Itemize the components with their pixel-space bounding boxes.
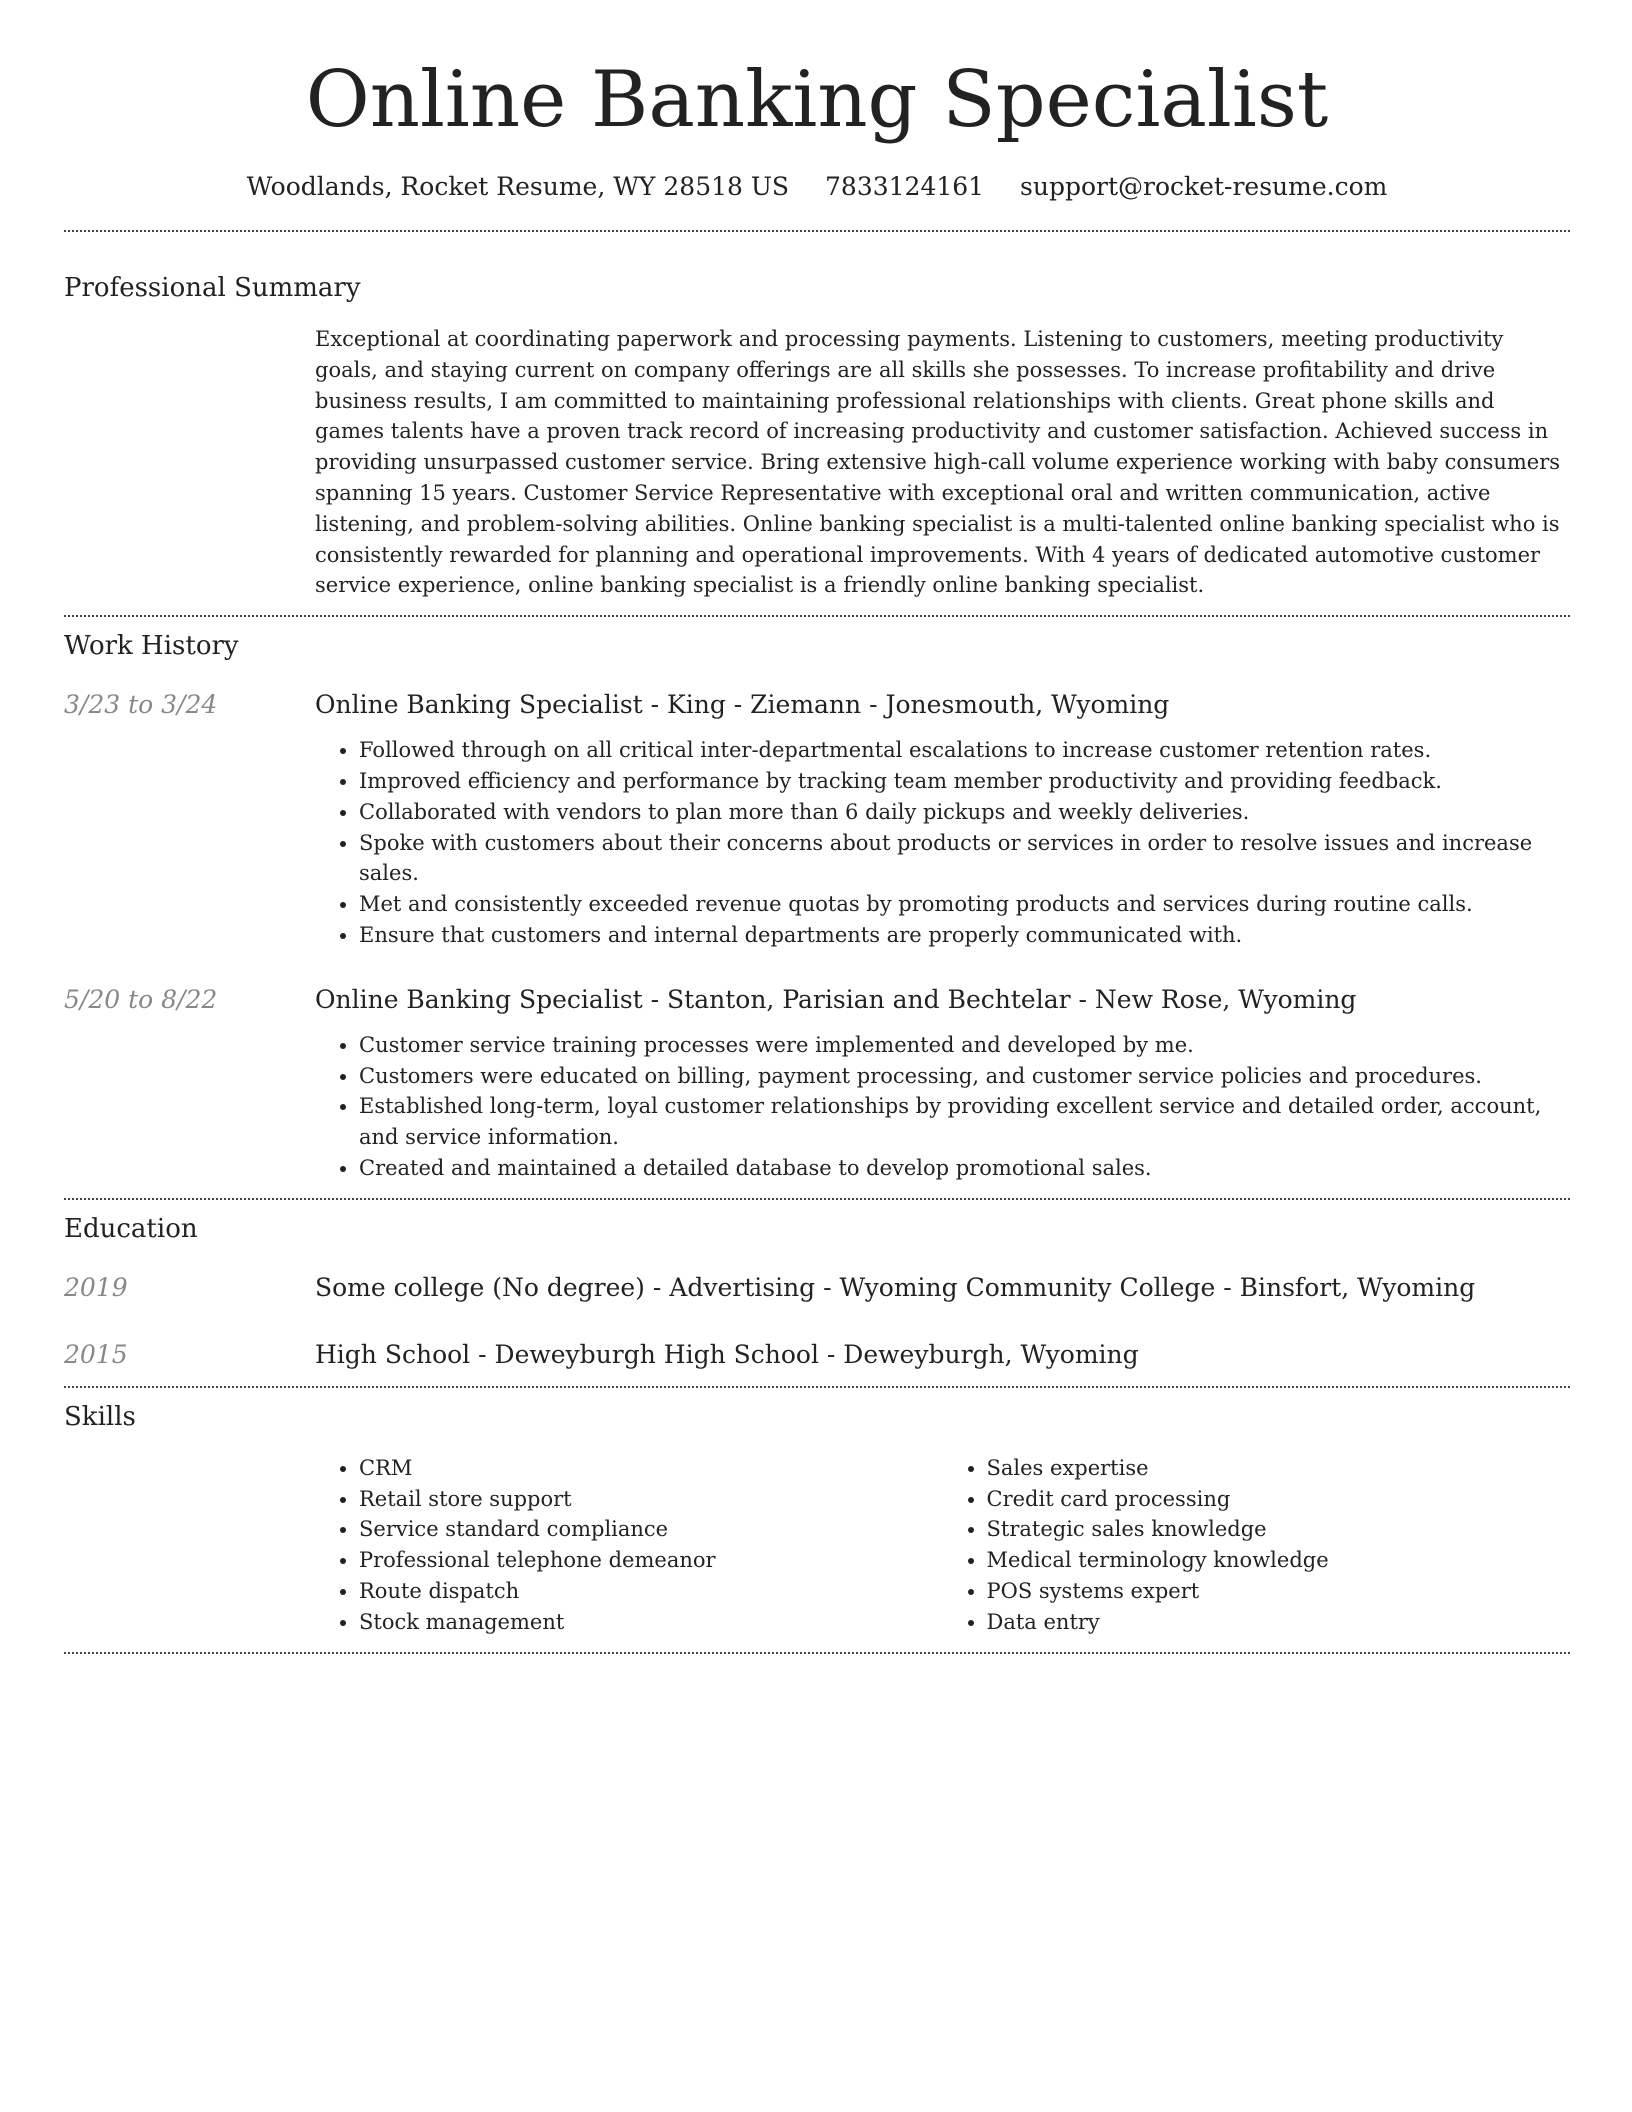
skill-item: • Data entry (987, 1607, 1571, 1638)
skills-list-right (943, 1453, 1571, 1638)
job-role: Online Banking Specialist (315, 690, 643, 720)
job-role: Online Banking Specialist (315, 984, 643, 1014)
job-entry (64, 983, 1570, 1184)
education-year: 2015 (64, 1339, 128, 1369)
list-item: • Established long-term, loyal customer relationships by providing excellent service and detailed order, account, and service information. (359, 1091, 1570, 1153)
skill-item: • Retail store support (359, 1484, 943, 1515)
job-bullets (315, 735, 1570, 951)
skills-list-left (315, 1453, 943, 1638)
contact-address: Woodlands, Rocket Resume, WY 28518 US (246, 172, 790, 201)
list-item: • Customers were educated on billing, payment processing, and customer service policies and procedures. (359, 1061, 1570, 1092)
education-header (315, 1338, 1570, 1372)
divider (64, 1386, 1570, 1388)
skill-item: • Sales expertise (987, 1453, 1571, 1484)
skill-item: • CRM (359, 1453, 943, 1484)
divider (64, 1652, 1570, 1654)
list-item: • Met and consistently exceeded revenue quotas by promoting products and services during routine calls. (359, 889, 1570, 920)
list-item: • Spoke with customers about their concerns about products or services in order to resolve issues and increase sales. (359, 828, 1570, 890)
work-history-section (64, 629, 1570, 1184)
skill-item: • POS systems expert (987, 1576, 1571, 1607)
job-bullets (315, 1030, 1570, 1184)
skills-section (64, 1400, 1570, 1638)
skill-item: • Medical terminology knowledge (987, 1545, 1571, 1576)
education-section (64, 1212, 1570, 1372)
list-item: • Ensure that customers and internal departments are properly communicated with. (359, 920, 1570, 951)
summary-text: Exceptional at coordinating paperwork and processing payments. Listening to customers, meeting productivity goals, and staying current on company offerings are all skills she possesses. To increase profitability and drive business results, I am committed to maintaining professional relationships with clients. Great phone skills and games talents have a proven track record of increasing productivity and customer satisfaction. Achieved success in providing unsurpassed customer service. Bring extensive high-call volume experience working with baby consumers spanning 15 years. Customer Service Representative with exceptional oral and written communication, active listening, and problem-solving abilities. Online banking specialist is a multi-talented online banking specialist who is consistently rewarded for planning and operational improvements. With 4 years of dedicated automotive customer service experience, online banking specialist is a friendly online banking specialist. (315, 327, 1561, 598)
skill-item: • Professional telephone demeanor (359, 1545, 943, 1576)
contact-phone: 7833124161 (825, 172, 985, 201)
education-header (315, 1271, 1570, 1305)
education-entry (64, 1271, 1570, 1305)
list-item: • Followed through on all critical inter-departmental escalations to increase customer retention rates. (359, 735, 1570, 766)
education-entry (64, 1338, 1570, 1372)
section-title-summary: Professional Summary (64, 273, 361, 303)
skill-item: • Credit card processing (987, 1484, 1571, 1515)
list-item: • Customer service training processes were implemented and developed by me. (359, 1030, 1570, 1061)
resume-page (64, 0, 1570, 1654)
skill-item: • Stock management (359, 1607, 943, 1638)
section-title-education: Education (64, 1213, 198, 1244)
section-title-work-history: Work History (64, 631, 239, 662)
education-details: - Wyoming Community College - Binsfort, Wyoming (815, 1272, 1476, 1302)
list-item: • Improved efficiency and performance by tracking team member productivity and providing feedback. (359, 766, 1570, 797)
divider (64, 230, 1570, 232)
job-details: - King - Ziemann - Jonesmouth, Wyoming (642, 690, 1170, 720)
contact-line (64, 170, 1570, 204)
job-header (315, 983, 1570, 1017)
education-year: 2019 (64, 1272, 128, 1302)
job-dates: 3/23 to 3/24 (64, 690, 218, 720)
job-entry (64, 688, 1570, 951)
education-degree: Some college (No degree) - Advertising (315, 1272, 816, 1302)
skill-item: • Route dispatch (359, 1576, 943, 1607)
job-dates: 5/20 to 8/22 (64, 984, 218, 1014)
list-item: • Collaborated with vendors to plan more than 6 daily pickups and weekly deliveries. (359, 797, 1570, 828)
job-details: - Stanton, Parisian and Bechtelar - New Rose, Wyoming (642, 984, 1357, 1014)
section-title-skills: Skills (64, 1401, 136, 1432)
skill-item: • Strategic sales knowledge (987, 1514, 1571, 1545)
summary-section (64, 271, 1570, 601)
education-details: - Deweyburgh High School - Deweyburgh, Wyoming (470, 1339, 1139, 1369)
job-header (315, 688, 1570, 722)
skill-item: • Service standard compliance (359, 1514, 943, 1545)
divider (64, 615, 1570, 617)
divider (64, 1198, 1570, 1200)
contact-email: support@rocket-resume.com (1020, 172, 1388, 201)
list-item: • Created and maintained a detailed database to develop promotional sales. (359, 1153, 1570, 1184)
resume-name: Online Banking Specialist (305, 55, 1329, 145)
education-degree: High School (315, 1339, 471, 1369)
skills-grid (315, 1453, 1570, 1638)
